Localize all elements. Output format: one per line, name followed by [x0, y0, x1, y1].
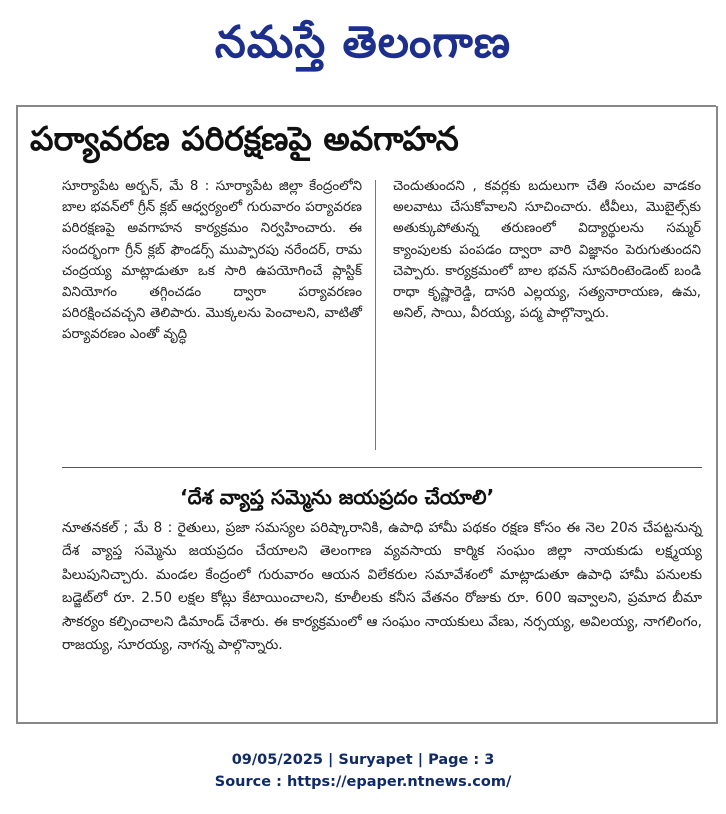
source-footer [0, 749, 726, 793]
footer-source-link[interactable]: Source : https://epaper.ntnews.com/ [214, 774, 512, 790]
footer-date-line: 09/05/2025 | Suryapet | Page : 3 [231, 752, 495, 768]
newspaper-masthead: నమస్తే తెలంగాణ [214, 17, 512, 68]
article-divider [62, 467, 702, 468]
article-left-column: సూర్యాపేట అర్బన్, మే 8 : సూర్యాపేట జిల్లా కేంద్రంలోని బాల భవన్‌లో గ్రీన్ క్లబ్ ఆధ్వర్యంలో గురువారం పర్యావరణ పరిరక్షణపై అవగాహన కార్యక్రమం నిర్వహించారు. ఈ సందర్భంగా గ్రీన్ క్లబ్ ఫౌండర్స్ ముప్పారపు నరేందర్, రామ చంద్రయ్య మాట్లాడుతూ ఒక సారి ఉపయోగించే ప్లాస్టిక్ వినియోగం తగ్గించడం ద్వారా పర్యావరణం పరిరక్షించవచ్చని తెలిపారు. మొక్కలను పెంచాలని, వాటితో పర్యావరణం ఎంతో వృద్ధి [62, 179, 362, 343]
column-divider [375, 180, 376, 450]
article-right-column: చెందుతుందని , కవర్లకు బదులుగా చేతి సంచుల వాడకం అలవాటు చేసుకోవాలని సూచించారు. టీవీలు, మొబైల్స్‌కు అతుక్కుపోతున్న తరుణంలో విద్యార్థులను సమ్మర్ క్యాంపులకు పంపడం ద్వారా వారి విజ్ఞానం పెరుగుతుందని చెప్పారు. కార్యక్రమంలో బాల భవన్ సూపరింటెండెంట్ బండి రాధా కృష్ణారెడ్డి, దాసరి ఎల్లయ్య, సత్యనారాయణ, ఉమ, అనిల్, సాయి, వీరయ్య, పద్మ పాల్గొన్నారు. [393, 179, 701, 322]
second-article-headline: ‘దేశ వ్యాప్త సమ్మెను జయప్రదం చేయాలి’ [180, 485, 495, 509]
second-article-body: నూతనకల్ ; మే 8 : రైతులు, ప్రజా సమస్యల పరిష్కారానికి, ఉపాధి హామీ పథకం రక్షణ కోసం ఈ నెల 20న చేపట్టనున్న దేశ వ్యాప్త సమ్మెను జయప్రదం చేయాలని తెలంగాణ వ్యవసాయ కార్మిక సంఘం జిల్లా నాయకుడు లక్ష్మయ్య పిలుపునిచ్చారు. మండల కేంద్రంలో గురువారం ఆయన విలేకరుల సమావేశంలో మాట్లాడుతూ ఉపాధి హామీ పనులకు బడ్జెట్‌లో రూ. 2.50 లక్షల కోట్లు కేటాయించాలని, కూలీలకు కనీస వేతనం రోజుకు రూ. 600 ఇవ్వాలని, ప్రమాద బీమా సౌకర్యం కల్పించాలని డిమాండ్ చేశారు. ఈ కార్యక్రమంలో ఆ సంఘం నాయకులు వేణు, నర్సయ్య, అవిలయ్య, నాగలింగం, రాజయ్య, సూరయ్య, నాగన్న పాల్గొన్నారు. [62, 520, 702, 654]
article-headline: పర్యావరణ పరిరక్షణపై అవగాహన [30, 119, 459, 158]
